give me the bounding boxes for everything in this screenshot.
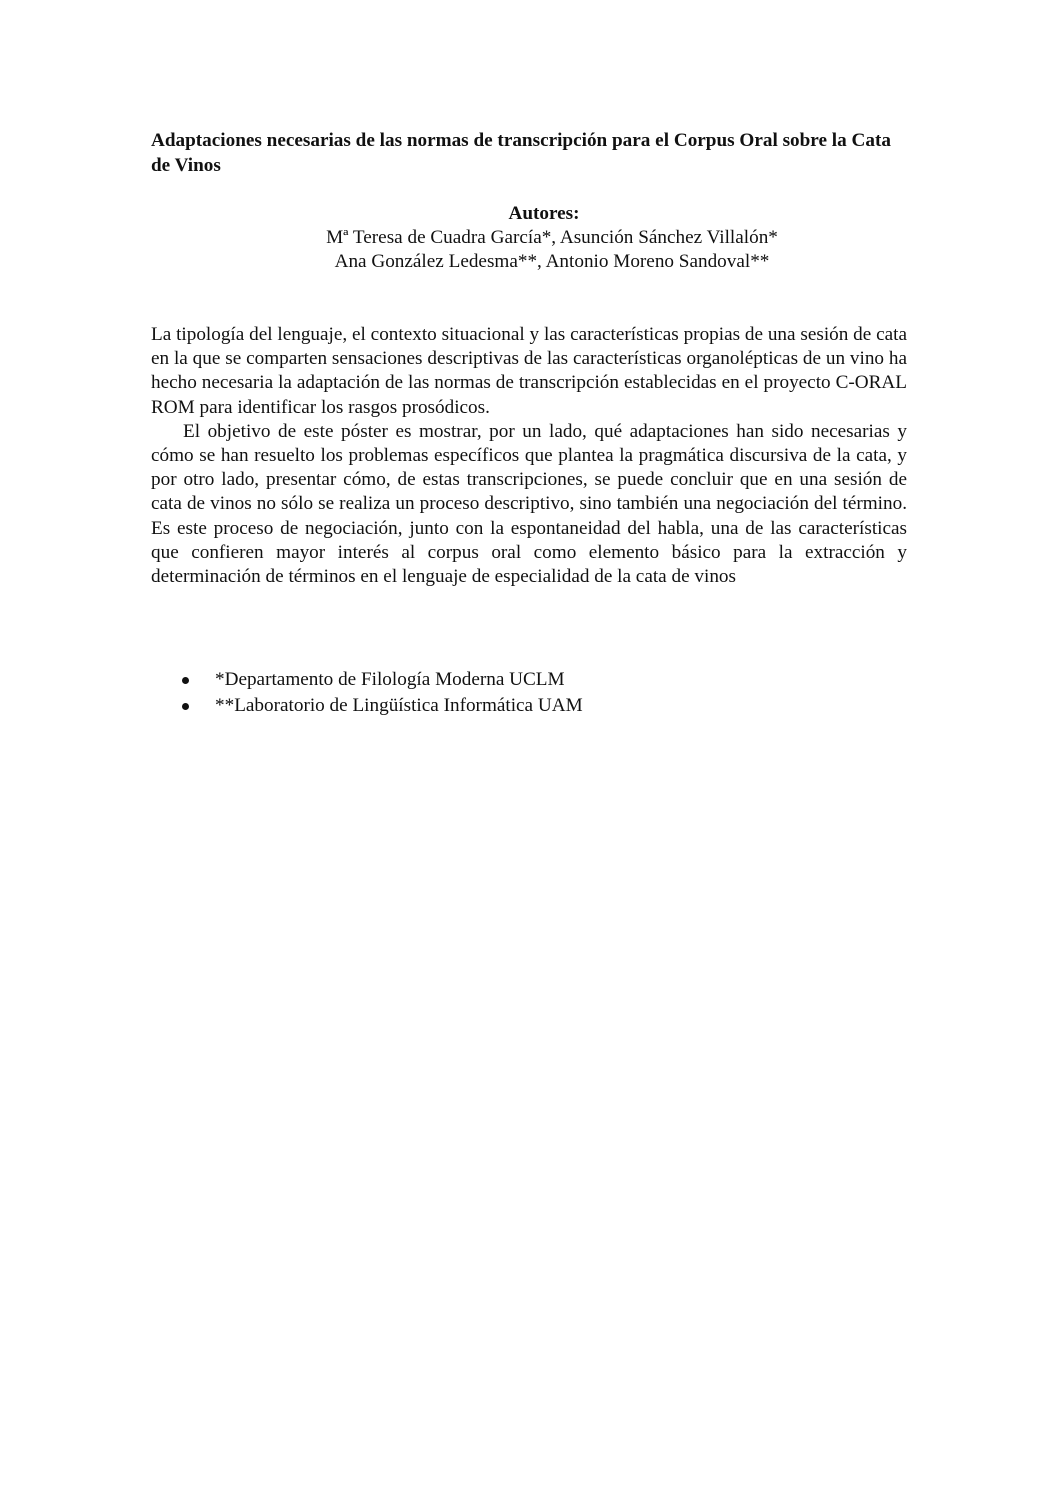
authors-label: Autores: <box>508 203 580 224</box>
affiliations-list <box>182 667 882 719</box>
affiliation-item <box>182 667 882 693</box>
abstract <box>151 323 907 589</box>
authors-line-1: Mª Teresa de Cuadra García*, Asunción Sánchez Villalón* <box>326 227 778 248</box>
bullet-icon <box>182 703 189 710</box>
authors-line-2: Ana González Ledesma**, Antonio Moreno Sandoval** <box>334 251 770 272</box>
affiliation-item <box>182 693 882 719</box>
abstract-paragraph-1: La tipología del lenguaje, el contexto situacional y las características propias de una sesión de cata en la que se comparten sensaciones descriptivas de las características organolépticas de un vino ha hecho necesaria la adaptación de las normas de transcripción establecidas en el proyecto C-ORAL ROM para identificar los rasgos prosódicos. <box>151 324 907 418</box>
document-title: Adaptaciones necesarias de las normas de transcripción para el Corpus Oral sobre la Cata de Vinos <box>151 130 891 176</box>
affiliation-text: *Departamento de Filología Moderna UCLM <box>215 669 565 690</box>
authors-block <box>151 202 913 274</box>
bullet-icon <box>182 677 189 684</box>
affiliation-text: **Laboratorio de Lingüística Informática UAM <box>215 695 583 716</box>
abstract-paragraph-2: El objetivo de este póster es mostrar, por un lado, qué adaptaciones han sido necesarias y cómo se han resuelto los problemas específicos que plantea la pragmática discursiva de la cata, y por otro lado, presentar cómo, de estas transcripciones, se puede concluir que en una sesión de cata de vinos no sólo se realiza un proceso descriptivo, sino también una negociación del término. Es este proceso de negociación, junto con la espontaneidad del habla, una de las características que confieren mayor interés al corpus oral como elemento básico para la extracción y determinación de términos en el lenguaje de especialidad de la cata de vinos <box>151 420 907 588</box>
